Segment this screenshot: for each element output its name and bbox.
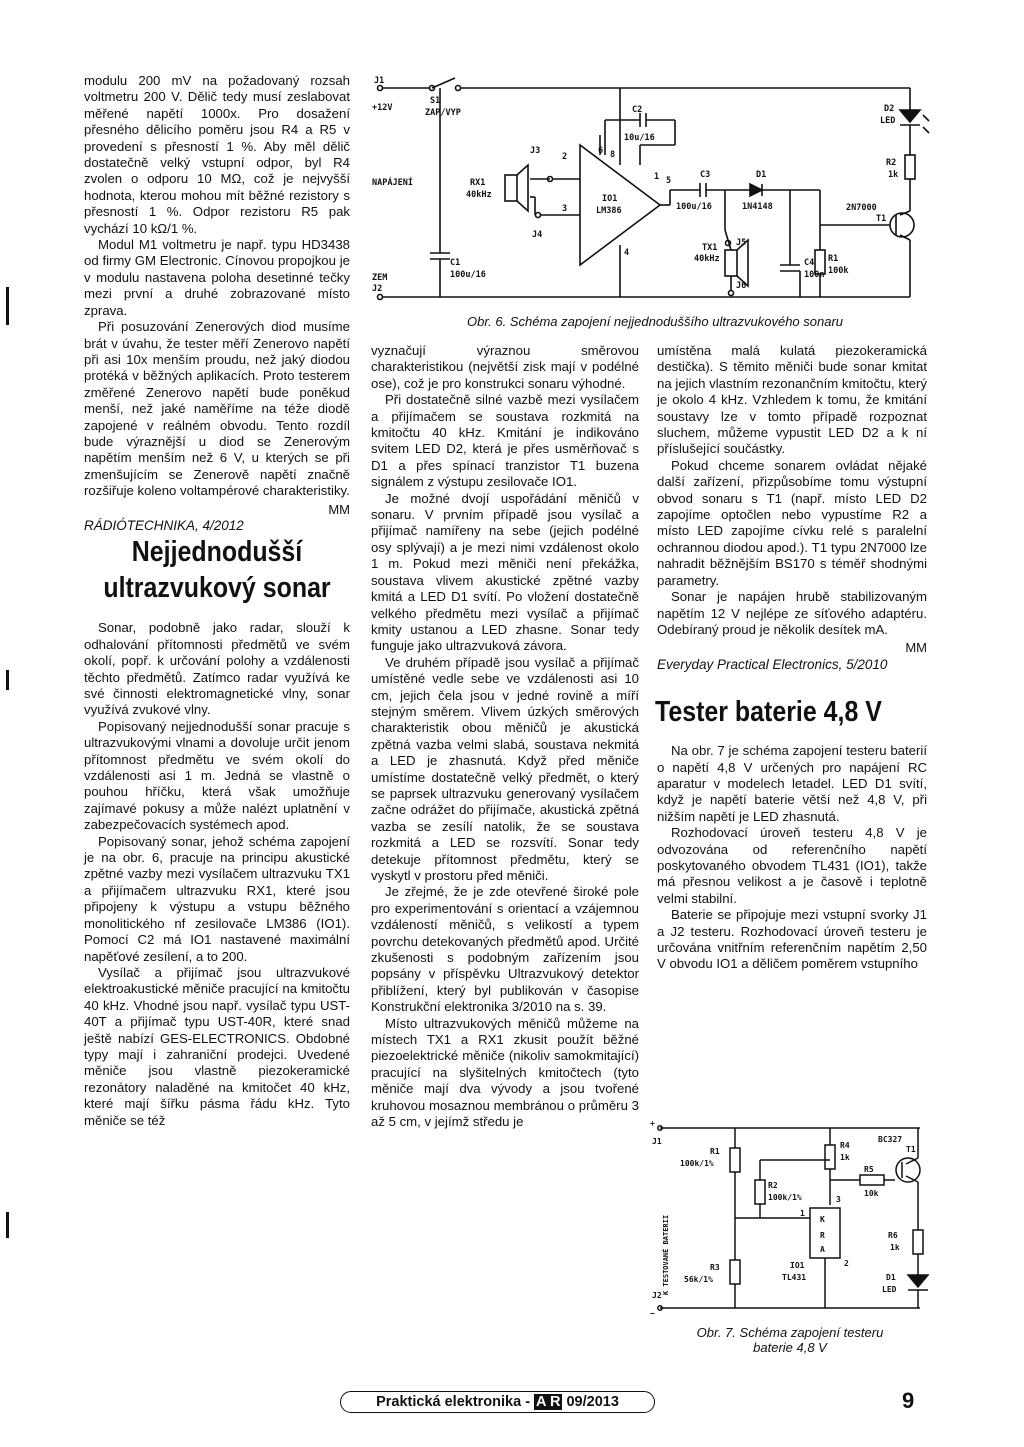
svg-text:3: 3 bbox=[836, 1195, 841, 1204]
svg-text:5: 5 bbox=[666, 176, 672, 186]
svg-text:LM386: LM386 bbox=[596, 206, 622, 216]
diode-d1 bbox=[750, 184, 762, 196]
svg-text:100u/16: 100u/16 bbox=[676, 202, 712, 212]
svg-text:J1: J1 bbox=[374, 76, 385, 86]
author-signature: MM bbox=[905, 640, 927, 656]
svg-text:D1: D1 bbox=[756, 170, 767, 180]
svg-text:1k: 1k bbox=[840, 1153, 850, 1162]
svg-text:D1: D1 bbox=[886, 1273, 896, 1282]
paragraph: Popisovaný sonar, jehož schéma zapojení je na obr. 6, pracuje na principu akustické zpětné vazby mezi vysílačem ultrazvuku TX1 a přijímačem ultrazvuku RX1, které jsou připojeny k výstupu a vstupu běžného monolitického nf zesilovače LM386 (IO1). Pomocí C2 má IO1 nastavené maximální napěťové zesílení, a to 200. bbox=[84, 833, 350, 964]
paragraph: Ve druhém případě jsou vysílač a přijímač umístěné vedle sebe ve vzdálenosti asi 10 cm, jejich čela jsou v jedné rovině a míří stejným směrem. Vlivem úzkých směrových charakteristik obou měničů je akustická zpětná vazba velmi slabá, soustava nekmitá a LED je zhasnutá. Když před měniče umístíme dostatečně velký předmět, o který se paprsek ultrazvuku generovaný vysílačem začne odrážet do přijímače, akustická zpětná vazba se zesílí natolik, že se soustava rozkmitá a LED se rozsvítí. Sonar tedy detekuje přítomnost předmětu, který se vyskytl v prostoru před měniči. bbox=[371, 654, 639, 883]
svg-text:100k: 100k bbox=[828, 266, 849, 276]
paragraph: Sonar, podobně jako radar, slouží k odhalování přítomnosti předmětů ve svém okolí, popř. k určování polohy a vzdálenosti těchto předmětů. Zatímco radar využívá ke své činnosti elektromagnetické vlny, sonar využívá zvukové vlny. bbox=[84, 620, 350, 718]
switch-s1 bbox=[432, 78, 455, 88]
svg-text:+: + bbox=[650, 1120, 655, 1128]
svg-text:100n: 100n bbox=[804, 270, 825, 280]
resistor-r5 bbox=[860, 1175, 884, 1185]
svg-text:3: 3 bbox=[562, 204, 568, 214]
figure-6-caption: Obr. 6. Schéma zapojení nejjednoduššího ultrazvukového sonaru bbox=[466, 314, 844, 329]
svg-text:−: − bbox=[650, 1309, 655, 1318]
column-3 bbox=[657, 343, 927, 973]
svg-text:C2: C2 bbox=[632, 105, 643, 115]
magazine-name: Praktická elektronika - bbox=[376, 1394, 531, 1410]
paragraph: Při posuzování Zenerových diod musíme brát v úvahu, že tester měří Zenerovo napětí při asi 10x menším proudu, než jaký diodou protéká v běžných aplikacích. Proto testerem změřené Zenerovo napětí bude poněkud menší, než jaké naměříme na téže diodě zapojené v reálném obvodu. Tento rozdíl bude výraznější u diod se Zenerovým napětím menším než 6 V, u kterých se při zmenšujícím se Zenerově napětí značně rozšiřuje koleno voltampérové charakteristiky. bbox=[84, 319, 350, 499]
svg-text:100k/1%: 100k/1% bbox=[680, 1159, 714, 1168]
svg-text:J2: J2 bbox=[652, 1291, 662, 1300]
resistor-r3 bbox=[730, 1260, 740, 1284]
svg-text:R2: R2 bbox=[886, 158, 897, 168]
figure-6-schematic bbox=[370, 75, 930, 315]
paragraph: Popisovaný nejjednodušší sonar pracuje s ultrazvukovými vlnami a dovoluje určit jenom přítomnost předmětu ve svém okolí do vzdálenosti asi 1 m. Jedná se vlastně o pouhou hříčku, která však umožňuje zajímavé pokusy a může nalézt uplatnění v zabezpečovacích systémech apod. bbox=[84, 718, 350, 833]
terminal-j2 bbox=[378, 295, 383, 300]
paragraph: Při dostatečně silné vazbě mezi vysílačem a přijímačem se soustava rozkmitá na kmitočtu 40 kHz. Kmitání je indikováno svitem LED D2, která je přes usměrňovač s D1 a přes spínací tranzistor T1 buzena signálem z výstupu zesilovače IO1. bbox=[371, 392, 639, 490]
svg-text:1k: 1k bbox=[888, 170, 899, 180]
svg-text:C4: C4 bbox=[804, 258, 815, 268]
svg-text:TX1: TX1 bbox=[702, 243, 718, 253]
source-citation: RÁDIÓTECHNIKA, 4/2012 bbox=[84, 517, 244, 533]
svg-text:1N4148: 1N4148 bbox=[742, 202, 773, 212]
sonar-schematic-svg bbox=[370, 75, 930, 315]
svg-text:IO1: IO1 bbox=[602, 194, 618, 204]
svg-text:J3: J3 bbox=[530, 146, 541, 156]
paragraph: Modul M1 voltmetru je např. typu HD3438 od firmy GM Electronic. Cínovou propojkou je v modulu nastavena poloha desetinné tečky mezi první a druhé zobrazované místo zprava. bbox=[84, 237, 350, 318]
svg-text:IO1: IO1 bbox=[790, 1261, 805, 1270]
resistor-r6 bbox=[913, 1230, 923, 1254]
svg-text:T1: T1 bbox=[876, 214, 887, 224]
svg-text:C1: C1 bbox=[450, 258, 461, 268]
svg-text:2: 2 bbox=[562, 152, 568, 162]
column-1 bbox=[84, 73, 350, 1129]
receiver-rx1 bbox=[505, 175, 517, 201]
svg-text:LED: LED bbox=[882, 1285, 897, 1294]
svg-text:R5: R5 bbox=[864, 1165, 874, 1174]
magazine-footer-badge bbox=[340, 1391, 655, 1413]
source-citation: Everyday Practical Electronics, 5/2010 bbox=[657, 656, 888, 672]
article-title: Nejjednodušší ultrazvukový sonar bbox=[103, 536, 331, 605]
svg-text:K TESTOVANÉ BATERII: K TESTOVANÉ BATERII bbox=[662, 1214, 670, 1295]
svg-text:10k: 10k bbox=[864, 1189, 879, 1198]
svg-text:6: 6 bbox=[598, 146, 604, 156]
svg-text:4: 4 bbox=[624, 248, 630, 258]
transmitter-tx1 bbox=[725, 250, 737, 276]
paragraph: modulu 200 mV na požadovaný rozsah voltmetru 200 V. Dělič tedy musí zeslabovat měřené napětí 1000x. Pro dosažení přesného dělicího poměru jsou R4 a R5 v provedení s přesností 1 %. Aby měl dělič dostatečně velký vstupní odpor, byl R4 zvolen o odporu 10 MΩ, což je nejvyšší hodnota, kterou mohou mít běžné rezistory s přesností 1 %. Odpor rezistoru R5 pak vychází 10 kΩ/1 %. bbox=[84, 73, 350, 236]
terminal-j1 bbox=[378, 86, 383, 91]
svg-text:T1: T1 bbox=[906, 1145, 916, 1154]
svg-text:R4: R4 bbox=[840, 1141, 850, 1150]
paragraph: Je zřejmé, že je zde otevřené široké pole pro experimentování s orientací a vzájemnou vzdáleností měničů, s velikostí a typem povrchu detekovaných předmětů apod. Určité zkušenosti s podobným zařízením jsou popsány v příspěvku Ultrazvukový detektor přiblížení, který byl publikován v časopise Konstrukční elektronika 3/2010 na s. 39. bbox=[371, 884, 639, 1015]
svg-text:2: 2 bbox=[844, 1259, 849, 1268]
led-d1 bbox=[908, 1275, 928, 1287]
issue-number: 09/2013 bbox=[566, 1394, 619, 1410]
svg-text:NAPÁJENÍ: NAPÁJENÍ bbox=[372, 178, 413, 188]
svg-text:RX1: RX1 bbox=[470, 178, 486, 188]
svg-text:K: K bbox=[820, 1215, 825, 1224]
paragraph: umístěna malá kulatá piezokeramická destička). S těmito měniči bude sonar kmitat na jejich vlastním rezonančním kmitočtu, který je okolo 4 kHz. Vzhledem k tomu, že kmitání soustavy lze v tomto případě rozpoznat sluchem, můžeme vypustit LED D2 a k ní příslušející součástky. bbox=[657, 343, 927, 457]
svg-text:1: 1 bbox=[800, 1209, 805, 1218]
paragraph: Baterie se připojuje mezi vstupní svorky J1 a J2 testeru. Rozhodovací úroveň testeru je určována vnitřním referenčním napětím 2,50 V obvodu IO1 a děličem poměrem vstupního bbox=[657, 907, 927, 972]
svg-text:BC327: BC327 bbox=[878, 1135, 903, 1144]
svg-text:10u/16: 10u/16 bbox=[624, 133, 655, 143]
resistor-r1 bbox=[730, 1148, 740, 1172]
author-signature: MM bbox=[328, 501, 350, 517]
svg-text:J1: J1 bbox=[652, 1137, 662, 1146]
svg-text:A: A bbox=[820, 1245, 825, 1254]
column-2 bbox=[371, 343, 639, 1131]
transistor-t1 bbox=[896, 1158, 920, 1182]
svg-text:+12V: +12V bbox=[372, 103, 393, 113]
magazine-series-badge: A R bbox=[536, 1394, 561, 1410]
page-number: 9 bbox=[902, 1388, 915, 1413]
svg-text:40kHz: 40kHz bbox=[466, 190, 492, 200]
svg-text:R2: R2 bbox=[768, 1181, 778, 1190]
figure-7-schematic bbox=[650, 1120, 930, 1320]
svg-text:S1: S1 bbox=[430, 96, 441, 106]
paragraph: Na obr. 7 je schéma zapojení testeru baterií o napětí 4,8 V určených pro napájení RC aparatur v modelech letadel. LED D1 svítí, když je napětí baterie větší než 4,8 V, při nižším napětí je LED zhasnutá. bbox=[657, 743, 927, 824]
svg-text:LED: LED bbox=[880, 116, 896, 126]
paragraph: Místo ultrazvukových měničů můžeme na místech TX1 a RX1 zkusit použít běžné piezoelektrické měniče (nikoliv samokmitající) pracující na slyšitelných kmitočtech (tyto měniče mají dva vývody a jsou tvořené kruhovou mosaznou membránou o průměru 3 až 5 cm, v jejímž středu je bbox=[371, 1015, 639, 1130]
paragraph: Sonar je napájen hrubě stabilizovaným napětím 12 V nejlépe ze síťového adaptéru. Odebíraný proud je několik desítek mA. bbox=[657, 589, 927, 637]
svg-text:40kHz: 40kHz bbox=[694, 254, 720, 264]
svg-text:J4: J4 bbox=[532, 230, 543, 240]
svg-text:J6: J6 bbox=[736, 281, 747, 291]
resistor-r2 bbox=[905, 155, 915, 179]
svg-text:J2: J2 bbox=[372, 284, 383, 294]
paragraph: Rozhodovací úroveň testeru 4,8 V je odvozována od referenčního napětí poskytovaného obvodem TL431 (IO1), takže má přesnou velikost a je časově i teplotně velmi stabilní. bbox=[657, 825, 927, 906]
figure-7-caption: Obr. 7. Schéma zapojení testeru baterie 4,8 V bbox=[696, 1325, 884, 1355]
svg-text:1: 1 bbox=[654, 172, 660, 182]
tester-schematic-svg bbox=[650, 1120, 930, 1320]
paragraph: vyznačují výraznou směrovou charakteristikou (největší zisk mají v podélné ose), což je pro konstrukci sonaru výhodné. bbox=[371, 343, 639, 391]
svg-text:ZAP/VYP: ZAP/VYP bbox=[425, 108, 461, 118]
svg-text:56k/1%: 56k/1% bbox=[684, 1275, 713, 1284]
article-title: Tester baterie 4,8 V bbox=[655, 696, 882, 729]
svg-text:100u/16: 100u/16 bbox=[450, 270, 486, 280]
svg-text:TL431: TL431 bbox=[782, 1273, 807, 1282]
svg-text:R1: R1 bbox=[828, 254, 839, 264]
svg-text:D2: D2 bbox=[884, 104, 895, 114]
paragraph: Vysílač a přijímač jsou ultrazvukové elektroakustické měniče pracující na kmitočtu 40 kHz. Vhodné jsou např. vysílač typu UST-40T a přijímač typu UST-40R, které snad ještě nabízí GES-ELECTRONICS. Obdobné typy mají i zahraniční prodejci. Uvedené měniče jsou vlastně piezokeramické rezonátory naladěné na kmitočet 40 kHz, které mají šířku pásma řádu kHz. Tyto měniče se též bbox=[84, 964, 350, 1128]
reference-io1 bbox=[810, 1208, 840, 1258]
svg-text:R6: R6 bbox=[888, 1231, 898, 1240]
svg-text:R1: R1 bbox=[710, 1147, 720, 1156]
svg-text:8: 8 bbox=[610, 150, 616, 160]
paragraph: Je možné dvojí uspořádání měničů v sonaru. V prvním případě jsou vysílač a přijímač namířeny na sebe (jejich podélné osy splývají) a je mezi nimi vzdálenost okolo 1 m. Pokud mezi měniči není překážka, soustava vlivem akustické zpětné vazby kmitá a LED D1 svítí. Po vložení dostatečně velkého předmětu mezi vysílač a přijímač kmity ustanou a LED zhasne. Sonar tedy funguje jako ultrazvuková závora. bbox=[371, 490, 639, 654]
svg-text:J5: J5 bbox=[736, 238, 747, 248]
svg-text:C3: C3 bbox=[700, 170, 711, 180]
svg-text:2N7000: 2N7000 bbox=[846, 203, 877, 213]
svg-text:R: R bbox=[820, 1231, 825, 1240]
led-d2 bbox=[900, 110, 920, 122]
svg-text:1k: 1k bbox=[890, 1243, 900, 1252]
svg-text:R3: R3 bbox=[710, 1263, 720, 1272]
svg-text:100k/1%: 100k/1% bbox=[768, 1193, 802, 1202]
resistor-r4 bbox=[825, 1145, 835, 1169]
resistor-r2 bbox=[755, 1180, 765, 1204]
transistor-t1 bbox=[890, 213, 914, 237]
paragraph: Pokud chceme sonarem ovládat nějaké další zařízení, přizpůsobíme tomu výstupní obvod sonaru s T1 (např. místo LED D2 zapojíme optočlen nebo vypustíme R2 a místo LED zapojíme cívku relé s paralelní ochrannou diodou apod.). T1 typu 2N7000 lze nahradit běžnějším BS170 s téměř shodnými parametry. bbox=[657, 457, 927, 588]
svg-text:ZEM: ZEM bbox=[372, 273, 388, 283]
